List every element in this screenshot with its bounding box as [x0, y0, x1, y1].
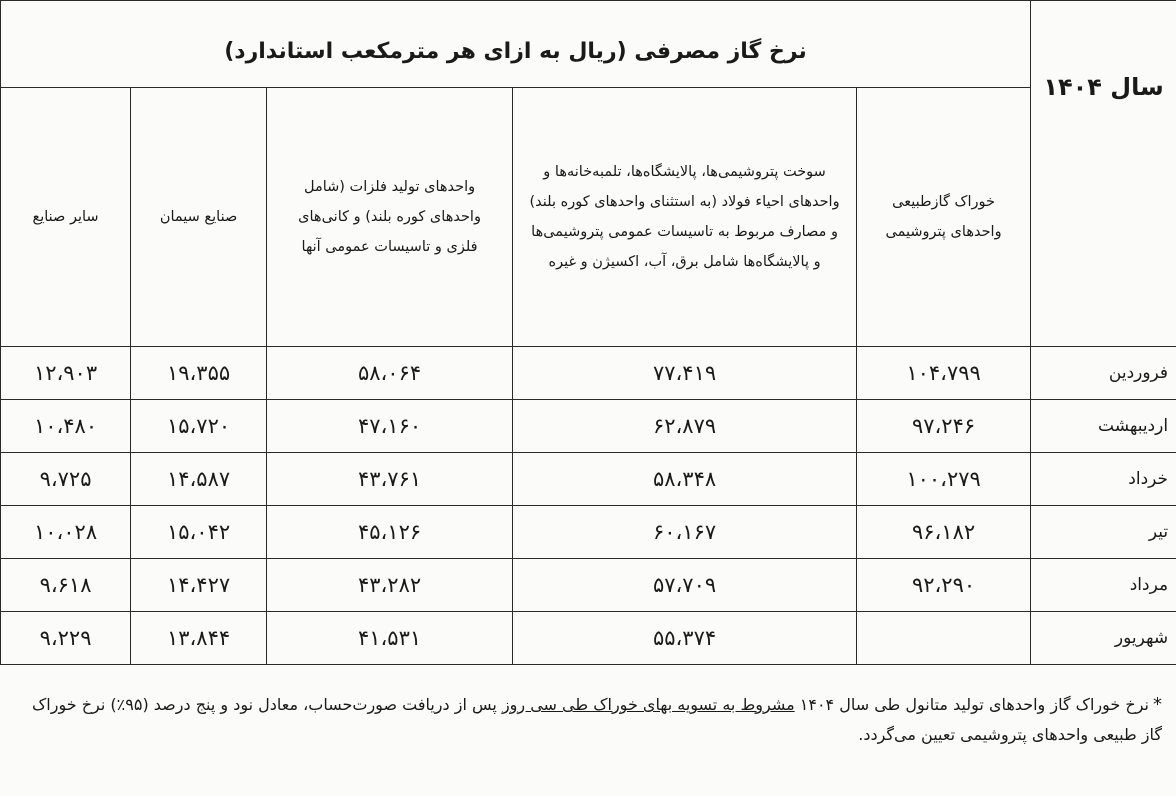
value-cell: ۹،۷۲۵ — [1, 453, 131, 506]
month-cell: خرداد — [1031, 453, 1176, 506]
column-header-refinery-fuel: سوخت پتروشیمی‌ها، پالایشگاه‌ها، تلمبه‌خانه‌ها و واحدهای احیاء فولاد (به استثنای واحدهای کوره بلند) و مصارف مربوط به تاسیسات عمومی پتروشیمی‌ها و پالایشگاه‌ها شامل برق، آب، اکسیژن و غیره — [513, 88, 857, 347]
footnote-underlined-text: مشروط به تسویه بهای خوراک طی سی روز — [501, 695, 795, 714]
value-cell: ۵۸،۰۶۴ — [267, 347, 513, 400]
year-label: سال ۱۴۰۴ — [1031, 1, 1176, 347]
value-cell: ۵۸،۳۴۸ — [513, 453, 857, 506]
table-row — [1, 612, 1176, 665]
column-header-other-industries: سایر صنایع — [1, 88, 131, 347]
value-cell: ۱۳،۸۴۴ — [131, 612, 267, 665]
value-cell: ۴۳،۲۸۲ — [267, 559, 513, 612]
value-cell: ۱۰،۰۲۸ — [1, 506, 131, 559]
value-cell: ۵۷،۷۰۹ — [513, 559, 857, 612]
table-row — [1, 347, 1176, 400]
table-row — [1, 400, 1176, 453]
value-cell: ۹،۶۱۸ — [1, 559, 131, 612]
value-cell: ۱۰۴،۷۹۹ — [857, 347, 1031, 400]
footnote-text-part1: نرخ خوراک گاز واحدهای تولید متانول طی سال ۱۴۰۴ — [794, 695, 1149, 714]
value-cell: ۱۰۰،۲۷۹ — [857, 453, 1031, 506]
column-header-petrochemical-feed: خوراک گازطبیعی واحدهای پتروشیمی — [857, 88, 1031, 347]
table-row — [1, 559, 1176, 612]
footnote-text-part2: پس از دریافت صورت‌حساب، معادل نود و پنج درصد (۹۵٪) نرخ خوراک گاز طبیعی واحدهای پتروشیمی تعیین می‌گردد. — [31, 695, 1162, 744]
value-cell — [857, 612, 1031, 665]
value-cell: ۹۷،۲۴۶ — [857, 400, 1031, 453]
value-cell: ۴۳،۷۶۱ — [267, 453, 513, 506]
month-cell: فروردین — [1031, 347, 1176, 400]
value-cell: ۱۰،۴۸۰ — [1, 400, 131, 453]
month-cell: اردیبهشت — [1031, 400, 1176, 453]
value-cell: ۱۹،۳۵۵ — [131, 347, 267, 400]
month-cell: تیر — [1031, 506, 1176, 559]
month-cell: مرداد — [1031, 559, 1176, 612]
value-cell: ۵۵،۳۷۴ — [513, 612, 857, 665]
value-cell: ۱۴،۴۲۷ — [131, 559, 267, 612]
value-cell: ۹۶،۱۸۲ — [857, 506, 1031, 559]
value-cell: ۴۵،۱۲۶ — [267, 506, 513, 559]
table-row — [1, 453, 1176, 506]
value-cell: ۴۱،۵۳۱ — [267, 612, 513, 665]
value-cell: ۹،۲۲۹ — [1, 612, 131, 665]
footnote — [12, 690, 1162, 750]
table-row — [1, 506, 1176, 559]
value-cell: ۷۷،۴۱۹ — [513, 347, 857, 400]
value-cell: ۹۲،۲۹۰ — [857, 559, 1031, 612]
month-cell: شهریور — [1031, 612, 1176, 665]
value-cell: ۴۷،۱۶۰ — [267, 400, 513, 453]
value-cell: ۶۰،۱۶۷ — [513, 506, 857, 559]
value-cell: ۱۲،۹۰۳ — [1, 347, 131, 400]
value-cell: ۶۲،۸۷۹ — [513, 400, 857, 453]
column-header-metal-production: واحدهای تولید فلزات (شامل واحدهای کوره بلند) و کانی‌های فلزی و تاسیسات عمومی آنها — [267, 88, 513, 347]
footnote-marker: * — [1153, 694, 1162, 715]
value-cell: ۱۵،۷۲۰ — [131, 400, 267, 453]
column-header-cement: صنایع سیمان — [131, 88, 267, 347]
value-cell: ۱۴،۵۸۷ — [131, 453, 267, 506]
value-cell: ۱۵،۰۴۲ — [131, 506, 267, 559]
table-title: نرخ گاز مصرفی (ریال به ازای هر مترمکعب استاندارد) — [1, 1, 1031, 88]
